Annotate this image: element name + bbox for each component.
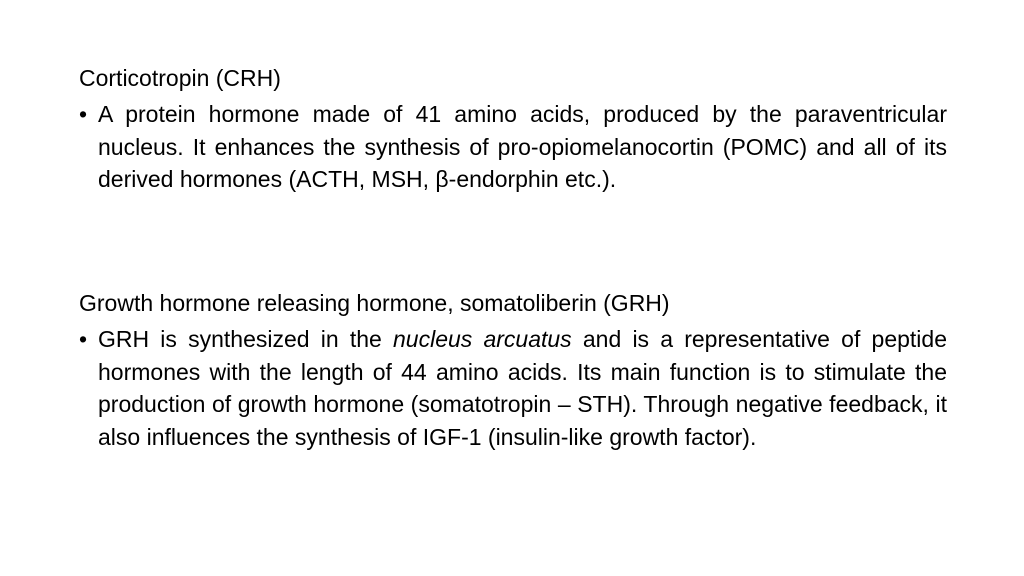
bullet-text-pre: GRH is synthesized in the: [98, 326, 393, 352]
bullet-item: [79, 98, 947, 196]
bullet-icon: •: [79, 326, 88, 352]
bullet-text-post: and is a representative of peptide hormones with the length of 44 amino acids. Its main function is to stimulate the production of growth hormone (somatotropin – STH). Through negative feedback, it also influences the synthesis of IGF-1 (insulin-like growth factor).: [98, 326, 947, 450]
bullet-icon: •: [79, 101, 88, 127]
section-heading: Corticotropin (CRH): [79, 65, 281, 91]
section-grh: [79, 287, 947, 453]
bullet-text: [98, 326, 947, 450]
bullet-text: A protein hormone made of 41 amino acids, produced by the paraventricular nucleus. It enhances the synthesis of pro-opiomelanocortin (POMC) and all of its derived hormones (ACTH, MSH, β-endorphin etc.).: [98, 101, 947, 192]
section-heading: Growth hormone releasing hormone, somatoliberin (GRH): [79, 290, 670, 316]
section-crh: [79, 62, 947, 196]
bullet-item: [79, 323, 947, 453]
bullet-text-italic: nucleus arcuatus: [393, 326, 572, 352]
